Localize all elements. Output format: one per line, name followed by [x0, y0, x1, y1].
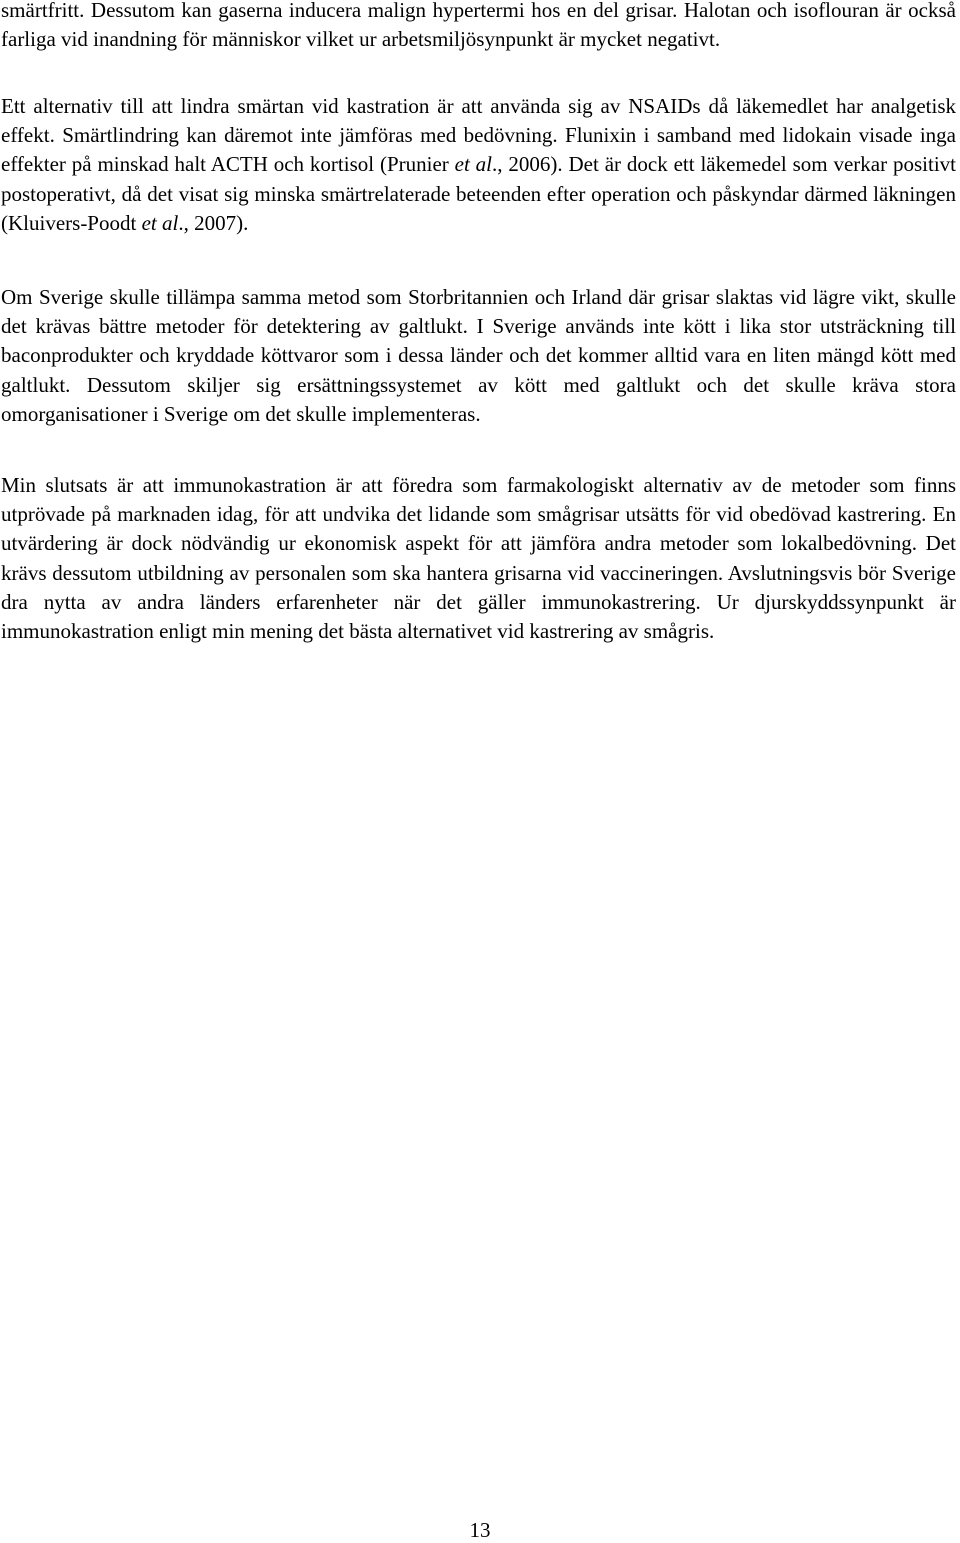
- paragraph-4: [1, 471, 956, 646]
- paragraph-text: [1, 0, 956, 54]
- paragraph-text: [1, 283, 956, 429]
- text-segment: ., 2007).: [178, 210, 249, 235]
- page-number: 13: [469, 1518, 491, 1542]
- text-segment: smärtfritt. Dessutom kan gaserna inducera malign hypertermi hos en del grisar. Halotan och isoflouran är också farliga vid inandning för människor vilket ur arbetsmiljösynpunkt är mycket negativt.: [1, 0, 956, 52]
- paragraph-1: [1, 0, 956, 54]
- text-segment: Min slutsats är att immunokastration är att föredra som farmakologiskt alternativ av de metoder som finns utprövade på marknaden idag, för att undvika det lidande som smågrisar utsätts för vid obedövad kastrering. En utvärdering är dock nödvändig ur ekonomisk aspekt för att jämföra andra metoder som lokalbedövning. Det krävs dessutom utbildning av personalen som ska hantera grisarna vid vaccineringen. Avslutningsvis bör Sverige dra nytta av andra länders erfarenheter när det gäller immunokastrering. Ur djurskyddssynpunkt är immunokastration enligt min mening det bästa alternativet vid kastrering av smågris.: [1, 473, 956, 644]
- paragraph-text: [1, 471, 956, 646]
- text-segment: ., 2006). Det är dock ett läkemedel som verkar positivt postoperativt, då det visat sig minska smärtrelaterade beteenden efter operation och påskyndar därmed läkningen (Kluivers-Poodt: [1, 152, 956, 235]
- text-segment: Ett alternativ till att lindra smärtan vid kastration är att använda sig av NSAIDs då läkemedlet har analgetisk effekt. Smärtlindring kan däremot inte jämföras med bedövning. Flunixin i samband med lidokain visade inga effekter på minskad halt ACTH och kortisol (Prunier: [1, 94, 956, 177]
- paragraph-3: [1, 283, 956, 429]
- paragraph-2: [1, 92, 956, 238]
- citation-et-al: et al: [141, 210, 179, 235]
- paragraph-text: [1, 92, 956, 238]
- citation-et-al: et al: [454, 152, 493, 177]
- text-segment: Om Sverige skulle tillämpa samma metod som Storbritannien och Irland där grisar slaktas vid lägre vikt, skulle det krävas bättre metoder för detektering av galtlukt. I Sverige används inte kött i lika stor utsträckning till baconprodukter och kryddade köttvaror som i dessa länder och det kommer alltid vara en liten mängd kött med galtlukt. Dessutom skiljer sig ersättningssystemet av kött med galtlukt och det skulle kräva stora omorganisationer i Sverige om det skulle implementeras.: [1, 285, 956, 426]
